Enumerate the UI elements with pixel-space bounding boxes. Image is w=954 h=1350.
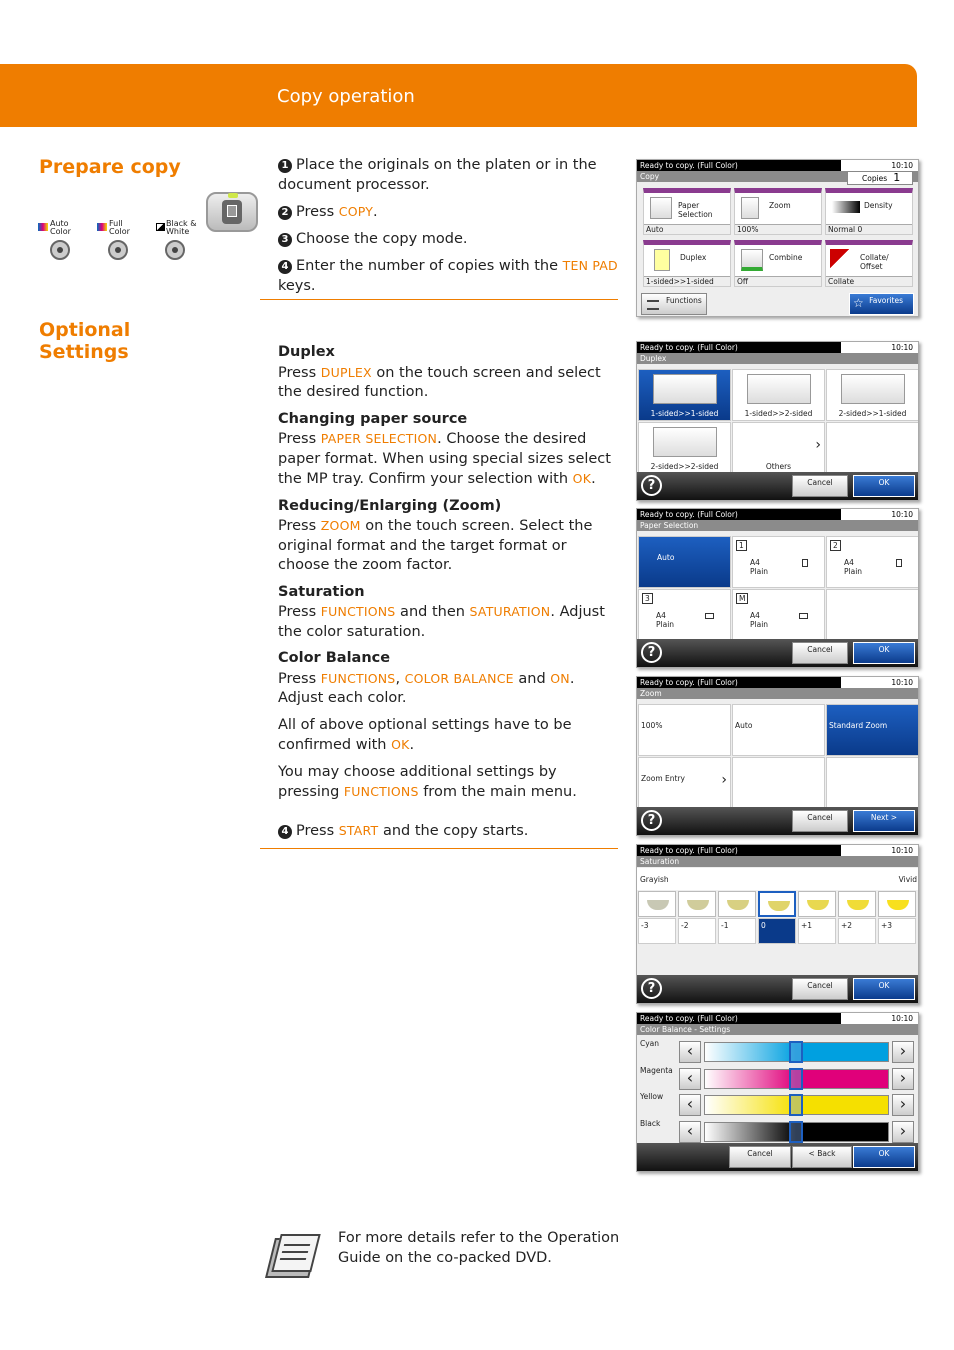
saturation-level[interactable]: -2 [678,918,716,944]
header-banner [0,64,917,127]
paper-tray-2[interactable]: 2 A4 Plain [826,536,919,588]
help-icon[interactable]: ? [641,810,662,831]
tile-duplex[interactable]: Duplex 1-sided>>1-sided [643,240,731,287]
duplex-section: Duplex Press DUPLEX on the touch screen and select the desired function. [278,344,601,400]
paper-auto[interactable]: Auto [638,536,731,588]
saturation-swatch[interactable] [798,891,836,917]
prepare-steps [278,156,618,303]
color-label: Yellow [640,1092,664,1101]
chevron-left-icon[interactable]: ‹ [679,1121,701,1143]
saturation-swatch[interactable] [758,891,796,917]
saturation-level[interactable]: -1 [718,918,756,944]
saturation-level[interactable]: -3 [638,918,676,944]
slider-handle[interactable] [789,1094,803,1116]
duplex-icon [747,374,811,404]
paper-tray-3[interactable]: 3 A4 Plain [638,589,731,641]
banner-title: Copy operation [277,86,415,107]
start-step: 4 Press START and the copy starts. [278,821,618,849]
duplex-option-3[interactable]: 2-sided>>1-sided [826,369,919,421]
status-bar: Ready to copy. (Full Color) 10:10 [637,160,918,171]
color-balance-bar[interactable] [704,1122,889,1142]
duplex-icon [653,374,717,404]
collate-icon [830,249,856,271]
manual-icon [264,1232,320,1282]
slider-handle[interactable] [789,1041,803,1063]
banana-icon [768,901,790,911]
mode-label: Auto Color [50,219,71,236]
chevron-right-icon[interactable]: › [892,1041,914,1063]
cancel-button[interactable]: Cancel [792,978,848,1000]
ok-button[interactable]: OK [853,1146,915,1168]
color-balance-bar[interactable] [704,1042,889,1062]
list-icon [647,300,659,310]
color-swatch-icon [97,223,107,231]
favorites-button[interactable]: ☆ Favorites [849,293,914,315]
prepare-copy-heading: Prepare copy [39,156,181,178]
next-button[interactable]: Next > [853,810,915,832]
banana-icon [847,900,869,910]
step-4: 4 Enter the number of copies with the TEN PAD keys. [278,258,618,294]
screen-color-balance: Ready to copy. (Full Color) 10:10 Color Balance - Settings Cyan ‹ › Magenta ‹ › Yellow ‹ › Black ‹ › Cancel < Back OK [636,1012,919,1172]
mode-auto-color[interactable] [38,220,86,260]
chevron-right-icon: › [721,772,727,788]
cancel-button[interactable]: Cancel [792,642,848,664]
color-balance-rows [637,1037,919,1145]
paper-section: Changing paper source Press PAPER SELECTION. Choose the desired paper format. When using special sizes select the MP tray. Confirm your selection with OK. [278,410,611,487]
chevron-left-icon[interactable]: ‹ [679,1094,701,1116]
zoom-icon [741,197,759,219]
chevron-right-icon[interactable]: › [892,1121,914,1143]
functions-button[interactable]: Functions [641,293,707,315]
footer-note: For more details refer to the Operation Guide on the co-packed DVD. [338,1230,620,1266]
tile-density[interactable]: Density Normal 0 [825,188,913,235]
divider [260,848,618,849]
bw-swatch-icon [156,223,165,231]
additional-note: You may choose additional settings by pressing FUNCTIONS from the main menu. [278,763,577,800]
banana-icon [647,900,669,910]
zoom-section: Reducing/Enlarging (Zoom) Press ZOOM on the touch screen. Select the original format and the target format or choose the zoom factor. [278,497,593,573]
paper-tray-mp[interactable]: M A4 Plain [732,589,825,641]
banana-icon [887,900,909,910]
help-icon[interactable]: ? [641,642,662,663]
combine-icon [741,249,763,271]
duplex-icon [841,374,905,404]
duplex-option-2[interactable]: 1-sided>>2-sided [732,369,825,421]
zoom-100[interactable]: 100% [638,704,731,756]
mode-label: Black & White [166,219,197,236]
saturation-level[interactable]: +3 [878,918,916,944]
saturation-swatch[interactable] [838,891,876,917]
density-icon [832,201,860,213]
divider [260,299,618,300]
step-2: 2 Press COPY. [278,202,618,223]
screen-copy: Ready to copy. (Full Color) 10:10 Copy Copies 1 Paper Selection Auto Zoom 100% Density Normal 0 Duplex 1-sided>>1-sided Combine Off Collate/ Offset Collate Functions ☆ Favorites [636,159,919,317]
portrait-icon [802,559,808,567]
zoom-entry[interactable]: Zoom Entry › [638,757,731,809]
copies-box[interactable]: Copies 1 [847,171,913,185]
mode-label: Full Color [109,219,130,236]
saturation-swatch[interactable] [718,891,756,917]
copy-key [206,192,258,232]
color-balance-bar[interactable] [704,1069,889,1089]
landscape-icon [705,613,714,619]
star-icon: ☆ [853,296,864,310]
colorbalance-section: Color Balance Press FUNCTIONS, COLOR BALANCE and ON. Adjust each color. [278,650,575,706]
zoom-standard[interactable]: Standard Zoom [826,704,919,756]
saturation-level[interactable]: +1 [798,918,836,944]
help-icon[interactable]: ? [641,978,662,999]
banana-icon [727,900,749,910]
duplex-option-4[interactable]: 2-sided>>2-sided [638,422,731,474]
screen-zoom: Ready to copy. (Full Color) 10:10 Zoom 100% Auto Standard Zoom Zoom Entry › ? Cancel Next > [636,676,919,836]
optional-settings-heading: Optional Settings [39,319,131,363]
duplex-icon [654,249,670,271]
ok-button[interactable]: OK [853,978,915,1000]
cancel-button[interactable]: Cancel [792,810,848,832]
color-label: Black [640,1118,661,1128]
screen-paper-selection: Ready to copy. (Full Color) 10:10 Paper Selection Auto 1 A4 Plain 2 A4 Plain 3 A4 Plain M A4 Plain ? Cancel OK [636,508,919,668]
chevron-right-icon[interactable]: › [892,1094,914,1116]
tile-combine[interactable]: Combine Off [734,240,822,287]
color-swatch-icon [38,223,48,231]
mode-full-color[interactable] [97,220,145,260]
chevron-left-icon[interactable]: ‹ [679,1041,701,1063]
grayish-label: Grayish [640,875,669,884]
portrait-icon [896,559,902,567]
vivid-label: Vivid [898,875,917,884]
control-panel-illustration [38,190,262,262]
zoom-auto[interactable]: Auto [732,704,825,756]
step-3: 3 Choose the copy mode. [278,230,618,250]
screen-duplex: Ready to copy. (Full Color) 10:10 Duplex 1-sided>>1-sided 1-sided>>2-sided 2-sided>>1-sided 2-sided>>2-sided Others › ? Cancel OK [636,341,919,501]
cancel-button[interactable]: Cancel [792,475,848,497]
saturation-swatch[interactable] [878,891,916,917]
duplex-icon [653,427,717,457]
color-label: Magenta [640,1065,673,1075]
duplex-others[interactable]: Others › [732,422,825,474]
ok-button[interactable]: OK [853,642,915,664]
banana-icon [687,900,709,910]
banana-icon [807,900,829,910]
duplex-option-1[interactable]: 1-sided>>1-sided [638,369,731,421]
screen-saturation: Ready to copy. (Full Color) 10:10 Saturation Grayish Vivid -3 -2 -1 0 +1 +2 +3 ? Cancel OK [636,844,919,1004]
saturation-swatch[interactable] [638,891,676,917]
slider-handle[interactable] [789,1121,803,1143]
back-button[interactable]: < Back [792,1146,852,1168]
tile-zoom[interactable]: Zoom 100% [734,188,822,235]
saturation-level[interactable]: 0 [758,918,796,944]
color-balance-bar[interactable] [704,1095,889,1115]
saturation-scale [637,891,919,947]
saturation-section: Saturation Press FUNCTIONS and then SATURATION. Adjust the color saturation. [278,583,605,640]
saturation-swatch[interactable] [678,891,716,917]
chevron-left-icon[interactable]: ‹ [679,1068,701,1090]
cancel-button[interactable]: Cancel [729,1146,791,1168]
color-label: Cyan [640,1039,660,1048]
mode-black-white[interactable] [156,220,204,260]
tile-paper-selection[interactable]: Paper Selection Auto [643,188,731,235]
saturation-level[interactable]: +2 [838,918,876,944]
tile-collate[interactable]: Collate/ Offset Collate [825,240,913,287]
slider-handle[interactable] [789,1068,803,1090]
confirm-note: All of above optional settings have to be confirmed with OK. [278,716,572,753]
ok-button[interactable]: OK [853,475,915,497]
optional-settings-text [278,343,618,810]
printer-icon [650,197,672,219]
chevron-right-icon[interactable]: › [892,1068,914,1090]
step-1: 1 Place the originals on the platen or in the document processor. [278,157,597,193]
paper-tray-1[interactable]: 1 A4 Plain [732,536,825,588]
chevron-right-icon: › [815,437,821,453]
help-icon[interactable]: ? [641,475,662,496]
landscape-icon [799,613,808,619]
